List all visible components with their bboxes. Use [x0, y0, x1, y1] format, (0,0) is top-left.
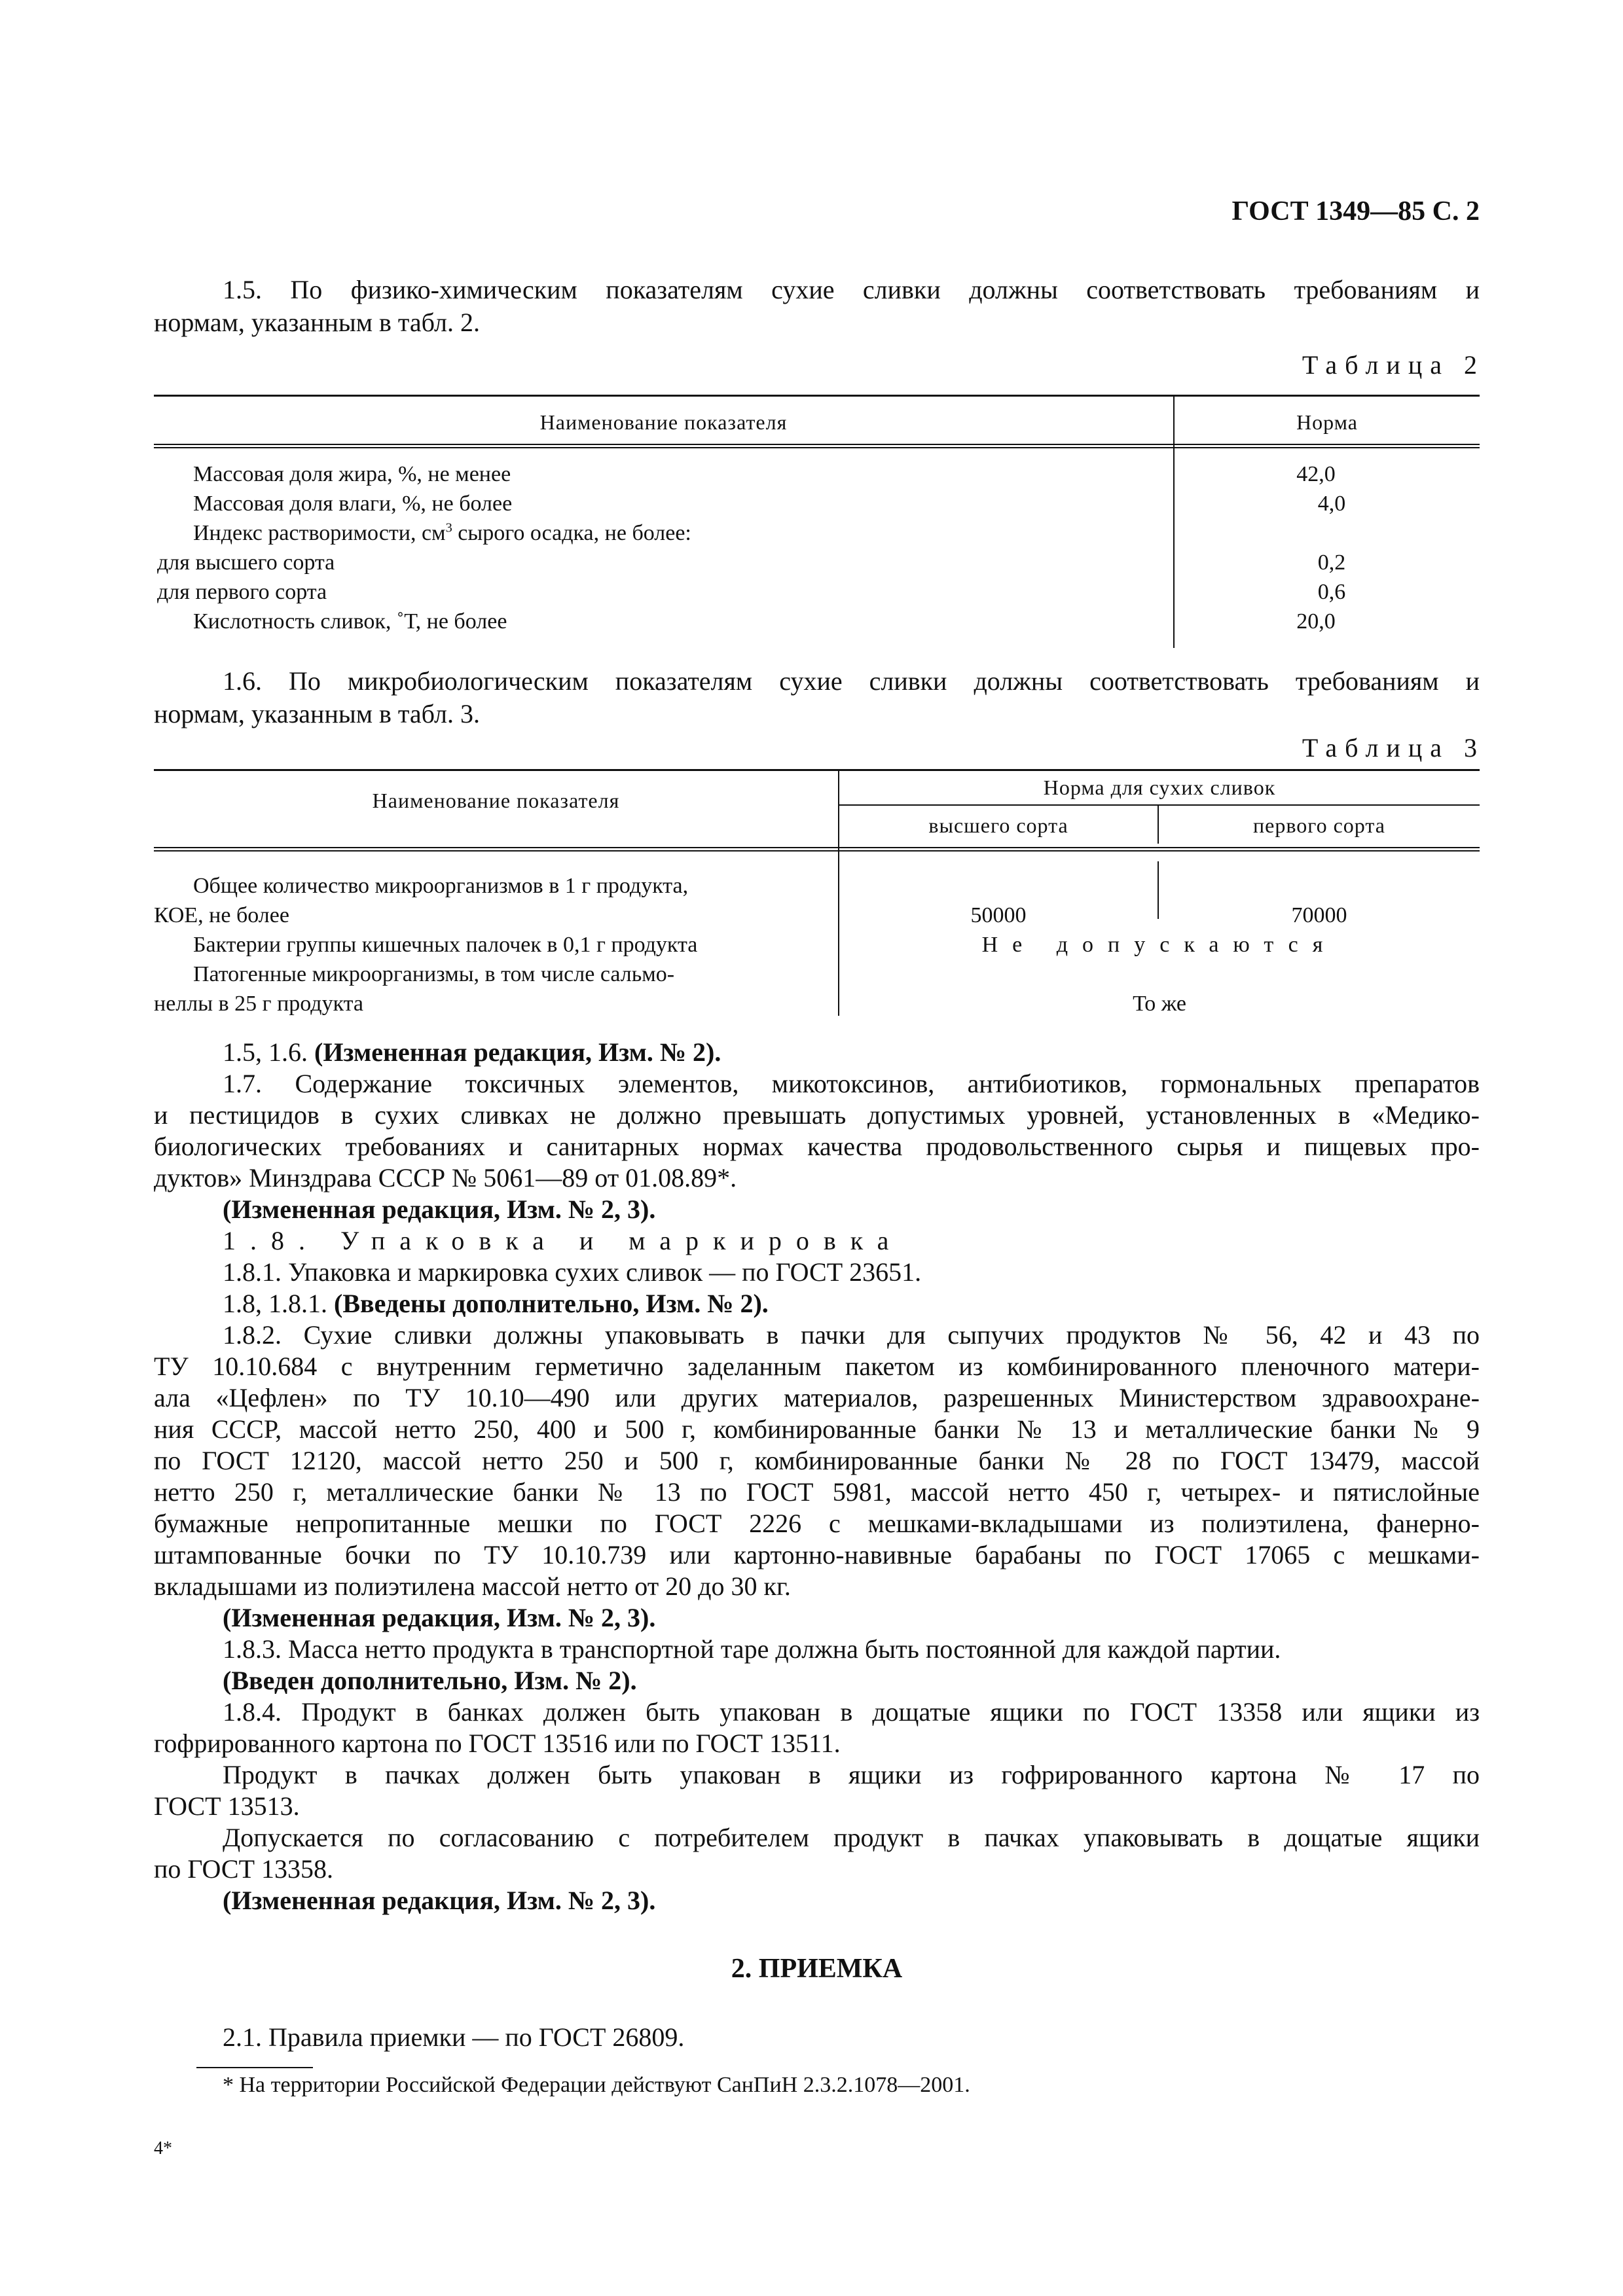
table-2-row-value: 42,0 — [1296, 462, 1336, 486]
table-2-row-value: 0,6 — [1317, 580, 1346, 604]
paragraph-1-8-4-line: 1.8.4. Продукт в банках должен быть упакован в дощатые ящики по ГОСТ 13358 или ящики из — [223, 1697, 1480, 1727]
table-2-row-name: Массовая доля жира, %, не менее — [193, 462, 511, 486]
table-3-header-name: Наименование показателя — [372, 789, 620, 812]
table-3-row-col2: 70000 — [1291, 903, 1347, 927]
paragraph-1-7-line: биологических требованиях и санитарных нормах качества продовольственного сырья и пищевых про- — [154, 1132, 1480, 1161]
paragraph-1-8-2-line: штампованные бочки по ТУ 10.10.739 или картонно-навивные барабаны по ГОСТ 17065 с мешками- — [154, 1540, 1480, 1570]
table-2-row-value: 4,0 — [1317, 492, 1346, 516]
paragraph-1-6-line-1: 1.6. По микробиологическим показателям сухие сливки должны соответствовать требованиям и — [223, 666, 1480, 696]
section-1-8-heading: 1.8. Упаковка и маркировка — [223, 1226, 903, 1255]
paragraph-1-8-2-line: ния СССР, массой нетто 250, 400 и 500 г, комбинированные банки № 13 и металлические банки № 9 — [154, 1414, 1480, 1444]
table-3-caption: Таблица 3 — [1302, 733, 1485, 762]
paragraph-1-8-2-line: 1.8.2. Сухие сливки должны упаковывать в пачки для сыпучих продуктов № 56, 42 и 43 по — [223, 1320, 1480, 1350]
table-2-top-rule — [154, 395, 1480, 397]
paragraph-1-5-line-1: 1.5. По физико-химическим показателям сухие сливки должны соответствовать требованиям и — [223, 275, 1480, 304]
table-2-header-double-rule — [154, 444, 1480, 448]
table-3-name-divider — [838, 770, 839, 1016]
paragraph-1-8-4-line: гофрированного картона по ГОСТ 13516 или по ГОСТ 13511. — [154, 1729, 841, 1758]
paragraph-packs-line: Продукт в пачках должен быть упакован в ящики из гофрированного картона № 17 по — [223, 1760, 1480, 1789]
paragraph-1-8-2-line: бумажные непропитанные мешки по ГОСТ 2226 с мешками-вкладышами из полиэтилена, фанерно- — [154, 1509, 1480, 1538]
amendment-note: (Измененная редакция, Изм. № 2, 3). — [223, 1886, 656, 1915]
table-2-header-name: Наименование показателя — [539, 410, 788, 434]
table-3-row-name: Патогенные микроорганизмы, в том числе сальмо- — [193, 962, 675, 986]
page-mark: 4* — [154, 2138, 172, 2159]
paragraph-allow-line: по ГОСТ 13358. — [154, 1854, 334, 1884]
table-3-header-double-rule — [154, 847, 1480, 852]
table-2-header-norm: Норма — [1296, 410, 1358, 434]
paragraph-1-8-2-line: ТУ 10.10.684 с внутренним герметично заделанным пакетом из комбинированного пленочного матери- — [154, 1352, 1480, 1381]
table-2-row-name: Индекс растворимости, $см^3$ сырого осадка, не более: — [193, 520, 691, 545]
table-3-row-col1: 50000 — [970, 903, 1027, 927]
document-reference: ГОСТ 1349—85 С. 2 — [1231, 196, 1480, 226]
amendment-note: (Введен дополнительно, Изм. № 2). — [223, 1666, 637, 1695]
paragraph-1-8-2-line: по ГОСТ 12120, массой нетто 250 и 500 г, комбинированные банки № 28 по ГОСТ 13479, массой — [154, 1446, 1480, 1475]
table-3-header-col1: высшего сорта — [928, 814, 1068, 837]
paragraph-1-7-line: и пестицидов в сухих сливках не должно превышать допустимых уровней, установленных в «Медико- — [154, 1100, 1480, 1130]
table-2-row-value: 20,0 — [1296, 609, 1336, 634]
table-3-row-name: КОЕ, не более — [154, 903, 289, 927]
table-2-caption: Таблица 2 — [1302, 350, 1485, 380]
amendment-note: (Измененная редакция, Изм. № 2, 3). — [223, 1603, 656, 1632]
table-2-row-name: для высшего сорта — [157, 550, 335, 575]
paragraph-1-7-line: 1.7. Содержание токсичных элементов, микотоксинов, антибиотиков, гормональных препаратов — [223, 1069, 1480, 1098]
paragraph-2-1: 2.1. Правила приемки — по ГОСТ 26809. — [223, 2022, 685, 2052]
amendment-note: 1.8, 1.8.1. (Введены дополнительно, Изм. № 2). — [223, 1289, 769, 1318]
table-2-row-name: Массовая доля влаги, %, не более — [193, 492, 513, 516]
paragraph-packs-line: ГОСТ 13513. — [154, 1791, 300, 1821]
table-2-row-name: Кислотность сливок, ˚Т, не более — [193, 609, 507, 634]
paragraph-1-8-1: 1.8.1. Упаковка и маркировка сухих сливок — по ГОСТ 23651. — [223, 1257, 922, 1287]
amendment-note: 1.5, 1.6. (Измененная редакция, Изм. № 2). — [223, 1037, 721, 1067]
paragraph-1-7-line: дуктов» Минздрава СССР № 5061—89 от 01.08.89*. — [154, 1163, 737, 1193]
paragraph-1-8-3: 1.8.3. Масса нетто продукта в транспортной таре должна быть постоянной для каждой партии. — [223, 1634, 1281, 1664]
table-2-row-value: 0,2 — [1317, 550, 1346, 575]
table-3-header-col2: первого сорта — [1253, 814, 1385, 837]
paragraph-allow-line: Допускается по согласованию с потребителем продукт в пачках упаковывать в дощатые ящики — [223, 1823, 1480, 1852]
table-3-row-name: неллы в 25 г продукта — [154, 992, 364, 1016]
paragraph-1-8-2-line: нетто 250 г, металлические банки № 13 по ГОСТ 5981, массой нетто 450 г, четырех- и пятислойные — [154, 1477, 1480, 1507]
table-3-header-group: Норма для сухих сливок — [1043, 776, 1276, 799]
table-2-row-name: для первого сорта — [157, 580, 327, 604]
table-3-row-merged: Не допускаются — [981, 933, 1338, 957]
paragraph-1-5-line-2: нормам, указанным в табл. 2. — [154, 308, 480, 337]
footnote-rule — [196, 2067, 313, 2068]
table-3-row-name: Бактерии группы кишечных палочек в 0,1 г продукта — [193, 933, 698, 957]
table-3-row-name: Общее количество микроорганизмов в 1 г продукта, — [193, 874, 689, 898]
amendment-note: (Измененная редакция, Изм. № 2, 3). — [223, 1194, 656, 1224]
footnote: * На территории Российской Федерации действуют СанПиН 2.3.2.1078—2001. — [223, 2073, 970, 2097]
table-3-group-rule — [839, 804, 1480, 806]
paragraph-1-6-line-2: нормам, указанным в табл. 3. — [154, 699, 480, 728]
paragraph-1-8-2-line: вкладышами из полиэтилена массой нетто от 20 до 30 кг. — [154, 1571, 791, 1601]
table-3-top-rule — [154, 769, 1480, 771]
table-3-row-merged: То же — [1133, 992, 1186, 1016]
section-2-heading: 2. ПРИЕМКА — [731, 1954, 903, 1984]
paragraph-1-8-2-line: ала «Цефлен» по ТУ 10.10—490 или других материалов, разрешенных Министерством здравоохране- — [154, 1383, 1480, 1412]
